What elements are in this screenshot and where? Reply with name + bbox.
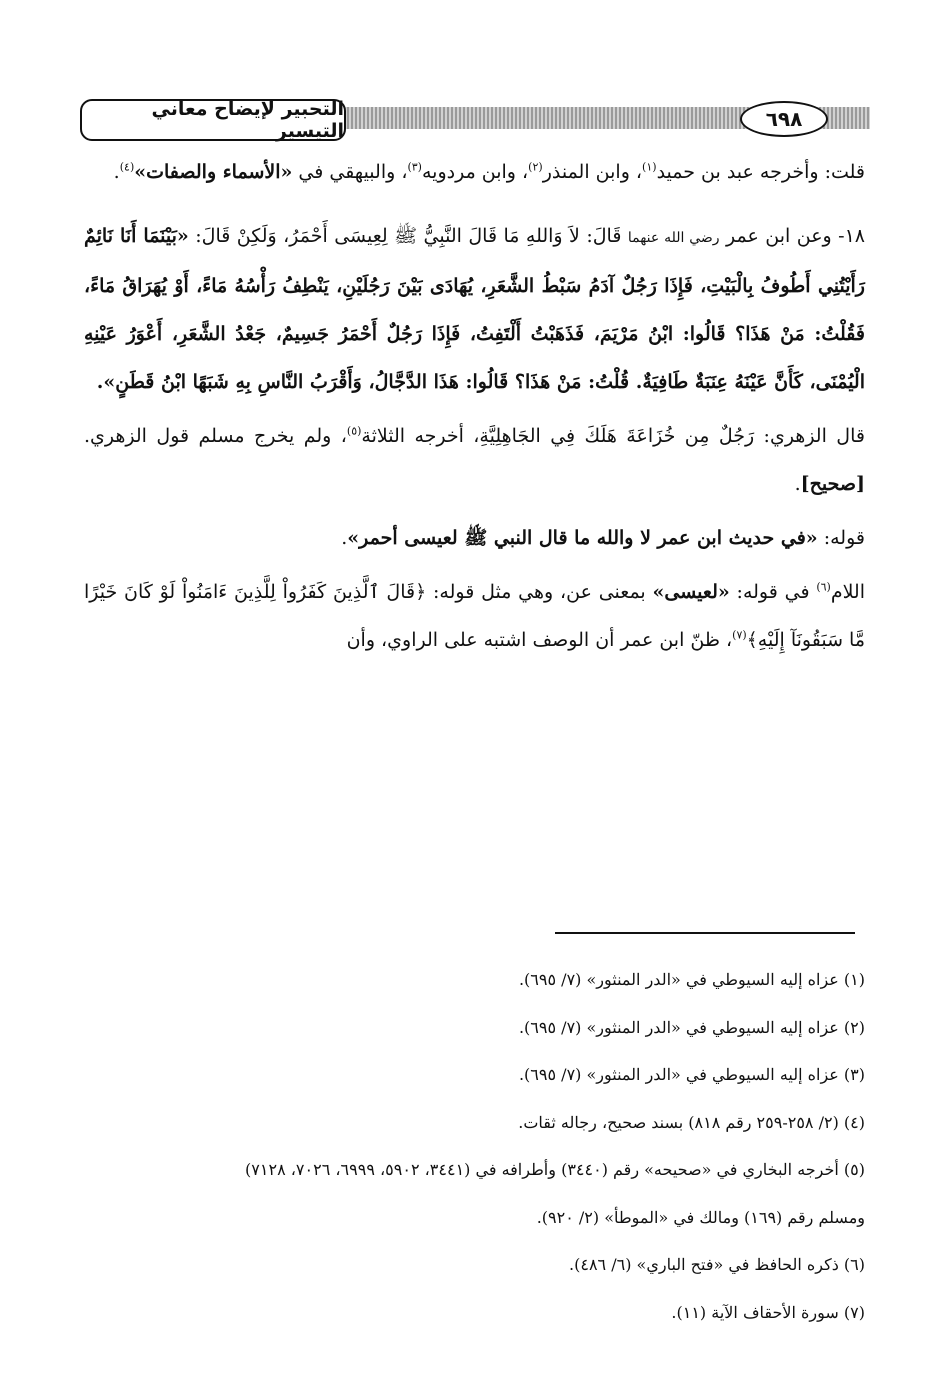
quoted-word: «لعيسى» [652,581,730,603]
text-span: قوله: [817,527,865,549]
honorific-salla: ﷺ [394,225,418,247]
footnote-3: (٣) عزاه إليه السيوطي في «الدر المنثور» (٧/ ٦٩٥). [518,1065,865,1084]
text-span: قَالَ: لاَ وَاللهِ مَا قَالَ النَّبِيُّ [417,225,628,247]
text-span: بمعنى عن، وهي مثل قوله: [426,581,653,603]
footnote-2: (٢) عزاه إليه السيوطي في «الدر المنثور» (٧/ ٦٩٥). [518,1017,865,1037]
text-span: قال الزهري: رَجُلٌ مِن خُزَاعَةَ هَلَكَ فِي الجَاهِلِيَّةِ، أخرجه الثلاثة [361,425,865,447]
text-span: ، ظنّ ابن عمر أن الوصف اشتبه على الراوي، وأن [346,629,733,651]
quran-verse: ﴿قَالَ ٱلَّذِينَ كَفَرُواْ لِلَّذِينَ ءَامَنُواْ لَوْ كَانَ خَيْرًا مَّا سَبَقُونَآ إِلَيْهِ﴾ [84,581,865,651]
text-span: ، وابن المنذر [542,161,643,183]
footnote-ref-7: (٧) [732,628,747,642]
text-span: . [794,473,801,495]
footnote-5-continued: ومسلم رقم (١٦٩) ومالك في «الموطأ» (٢/ ٩٢٠). [536,1207,865,1227]
text-span: قلت: وأخرجه عبد بن حميد [656,161,865,183]
paragraph-zuhri [84,412,865,508]
text-span: . [113,161,120,183]
paragraph-qawluhu [84,514,865,562]
page-number: ٦٩٨ [740,101,828,137]
footnote-separator [555,932,855,934]
book-title: التحبير لإيضاح معاني التيسير [80,99,346,141]
hadith-text: «بَيْنَمَا أَنَا نَائِمٌ رَأَيْتُنِي أَطُوفُ بِالْبَيْتِ، فَإِذَا رَجُلٌ آدَمُ سَبْطُ الشَّعَرِ، يُهَادَى بَيْنَ رَجُلَيْنِ، يَنْطِفُ رَأْسُهُ مَاءً، أَوْ يُهَرَاقُ مَاءً، فَقُلْتُ: مَنْ هَذَا؟ قَالُوا: ابْنُ مَرْيَمَ، فَذَهَبْتُ أَلْتَفِتُ، فَإِذَا رَجُلٌ أَحْمَرُ جَسِيمٌ، جَعْدُ الشَّعَرِ، أَعْوَرُ عَيْنِهِ الْيُمْنَى، كَأَنَّ عَيْنَهُ عِنَبَةٌ طَافِيَةٌ. قُلْتُ: مَنْ هَذَا؟ قَالُوا: هَذَا الدَّجَّالُ، وَأَقْرَبُ النَّاسِ بِهِ شَبَهًا ابْنُ قَطَنٍ». [84,225,865,393]
text-span: اللام [830,581,865,603]
footnotes [84,956,865,1336]
book-name-bold: «الأسماء والصفات» [134,161,293,183]
main-text [84,148,865,664]
footnote-ref-4: (٤) [119,160,135,174]
footnote-1: (١) عزاه إليه السيوطي في «الدر المنثور» (٧/ ٦٩٥). [518,970,865,989]
footnote-ref-3: (٣) [407,160,422,174]
footnote-5: (٥) أخرجه البخاري في «صحيحه» رقم (٣٤٤٠) وأطرافه في (٣٤٤١، ٥٩٠٢، ٦٩٩٩، ٧٠٢٦، ٧١٢٨) [245,1160,865,1179]
footnote-7: (٧) سورة الأحقاف الآية (١١). [671,1302,865,1322]
text-span: في قوله: [729,581,817,603]
paragraph-hadith-18 [84,212,865,406]
text-span: . [341,527,348,549]
footnote-ref-1: (١) [642,160,657,174]
honorific-radi: رضي الله عنهما [627,230,720,246]
text-span: ، ولم يخرج مسلم قول الزهري. [84,425,347,447]
paragraph-takhrij [84,148,865,196]
footnote-ref-5: (٥) [346,424,362,438]
text-span: لِعِيسَى أَحْمَرُ، وَلَكِنْ قَالَ: [188,225,395,247]
hadith-grade: [صحيح] [800,473,865,495]
paragraph-lam [84,568,865,664]
footnote-ref-2: (٢) [528,160,543,174]
footnote-4: (٤) (٢/ ٢٥٨-٢٥٩ رقم ٨١٨) بسند صحيح، رجاله ثقات. [518,1112,865,1132]
footnote-6: (٦) ذكره الحافظ في «فتح الباري» (٦/ ٤٨٦). [569,1255,865,1274]
text-span: ، وابن مردويه [421,161,529,183]
page-header [80,95,870,143]
text-span: ، والبيهقي في [292,161,408,183]
quoted-phrase: «في حديث ابن عمر لا والله ما قال النبي ﷺ لعيسى أحمر» [347,527,818,549]
footnote-ref-6: (٦) [816,580,831,594]
text-span: ١٨- وعن ابن عمر [719,225,866,247]
